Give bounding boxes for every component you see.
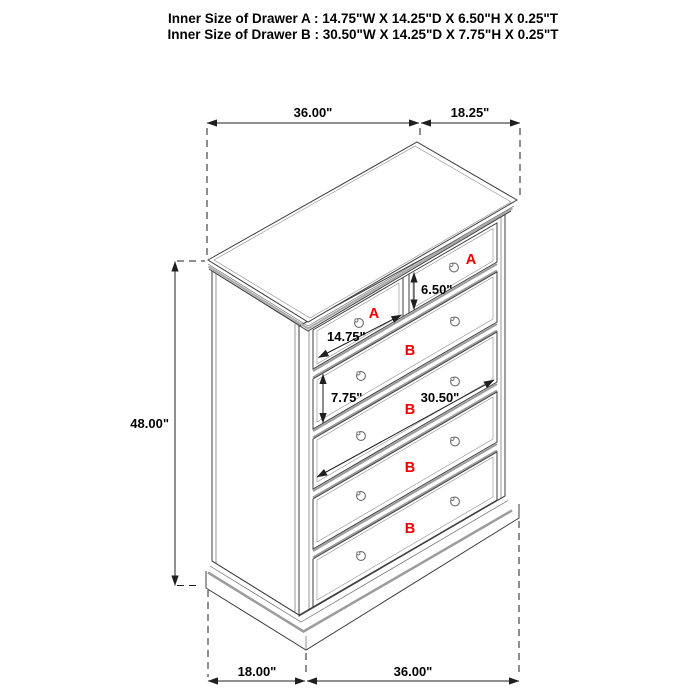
drawer-a-inner-size-title: Inner Size of Drawer A : 14.75"W X 14.25"D X 6.50"H X 0.25"T	[167, 11, 559, 26]
top-depth-label: 18.25"	[450, 105, 490, 120]
drawer-b3-letter: B	[404, 460, 416, 476]
dresser-drawing	[206, 142, 519, 650]
height-label: 48.00"	[130, 416, 169, 431]
top-width-label: 36.00"	[293, 105, 333, 120]
drawer-b1-letter: B	[404, 343, 416, 359]
bottom-depth-label: 18.00"	[237, 664, 277, 679]
drawer-b4-letter: B	[404, 521, 416, 537]
drawer-a-right-letter: A	[465, 252, 477, 268]
drawer-a-left-letter: A	[368, 306, 380, 322]
drawer-b-inner-size-title: Inner Size of Drawer B : 30.50"W X 14.25"D X 7.75"H X 0.25"T	[167, 27, 559, 42]
bottom-width-label: 36.00"	[393, 664, 433, 679]
drawer-a-width-label: 14.75"	[327, 329, 366, 344]
drawer-b-height-label: 7.75"	[331, 390, 363, 405]
side-panel	[212, 271, 299, 615]
drawer-a-height-label: 6.50"	[421, 282, 453, 297]
drawer-b-width-label: 30.50"	[420, 390, 460, 405]
drawer-a-divider	[403, 274, 409, 317]
drawer-b2-letter: B	[404, 402, 416, 418]
title-block	[167, 11, 559, 42]
